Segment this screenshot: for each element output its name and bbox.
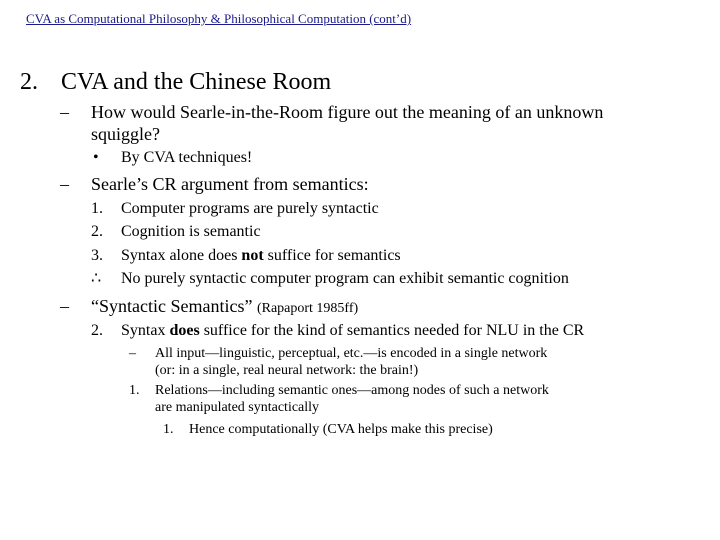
- argument-heading: Searle’s CR argument from semantics:: [91, 174, 369, 194]
- list-item: No purely syntactic computer program can exhibit semantic cognition: [121, 270, 569, 287]
- sub-item: are manipulated syntactically: [155, 400, 320, 415]
- list-item: Computer programs are purely syntactic: [121, 200, 379, 217]
- list-marker: 1.: [163, 422, 174, 437]
- header-link[interactable]: CVA as Computational Philosophy & Philosophical Computation (cont’d): [26, 11, 412, 26]
- list-marker: 1.: [91, 200, 103, 217]
- question-line: How would Searle-in-the-Room figure out the meaning of an unknown: [91, 102, 604, 122]
- list-text: Syntax: [121, 322, 170, 339]
- list-text: suffice for the kind of semantics needed for NLU in the CR: [199, 322, 585, 339]
- therefore-marker: ∴: [91, 270, 102, 287]
- list-item: [121, 246, 401, 266]
- list-item: [121, 321, 584, 341]
- emphasis: does: [169, 322, 200, 339]
- list-marker: 2.: [91, 322, 103, 339]
- dash-marker: –: [129, 346, 136, 361]
- bullet-marker: •: [93, 149, 99, 166]
- citation: (Rapaport 1985ff): [256, 301, 359, 316]
- list-text: suffice for semantics: [263, 247, 401, 264]
- sub-item: (or: in a single, real neural network: the brain!): [155, 363, 419, 378]
- list-marker: 1.: [129, 383, 140, 398]
- sub-item: Hence computationally (CVA helps make this precise): [189, 422, 493, 437]
- dash-marker: –: [60, 174, 69, 194]
- sub-item: All input—linguistic, perceptual, etc.—is encoded in a single network: [155, 346, 548, 361]
- heading-text: “Syntactic Semantics”: [91, 296, 253, 316]
- list-marker: 3.: [91, 247, 103, 264]
- list-text: Syntax alone does: [121, 247, 242, 264]
- sub-item: Relations—including semantic ones—among nodes of such a network: [155, 383, 549, 398]
- section-title: CVA and the Chinese Room: [61, 69, 332, 95]
- emphasis: not: [241, 247, 264, 264]
- section-number: 2.: [20, 69, 38, 95]
- syntactic-semantics-heading: [91, 295, 358, 320]
- list-item: Cognition is semantic: [121, 223, 261, 240]
- list-marker: 2.: [91, 223, 103, 240]
- question-line: squiggle?: [91, 124, 160, 144]
- dash-marker: –: [60, 102, 69, 122]
- bullet-text: By CVA techniques!: [121, 149, 253, 166]
- dash-marker: –: [60, 296, 69, 316]
